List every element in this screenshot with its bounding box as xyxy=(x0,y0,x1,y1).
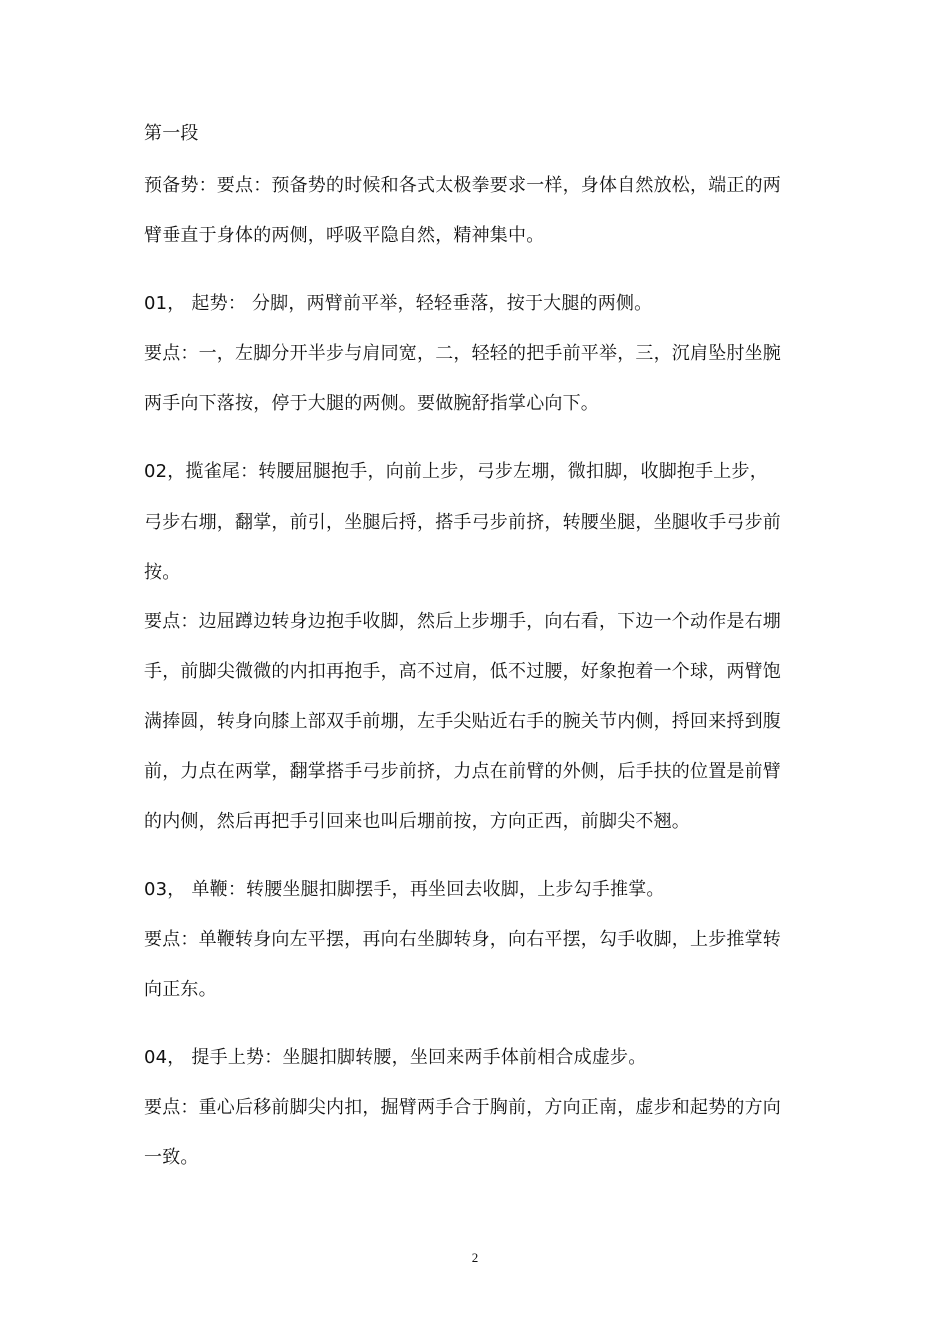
text-line: 要点：边屈蹲边转身边抱手收脚，然后上步堋手，向右看，下边一个动作是右堋 xyxy=(144,611,781,632)
text-line: 臂垂直于身体的两侧，呼吸平隐自然，精神集中。 xyxy=(144,225,545,246)
text-line: 向正东。 xyxy=(144,979,217,1000)
text-line: 的内侧，然后再把手引回来也叫后堋前按，方向正西，前脚尖不翘。 xyxy=(144,811,690,832)
text-line: 要点：重心后移前脚尖内扣，掘臂两手合于胸前，方向正南，虚步和起势的方向 xyxy=(144,1097,781,1118)
text-line: 02，揽雀尾：转腰屈腿抱手，向前上步，弓步左堋，微扣脚，收脚抱手上步， xyxy=(144,461,768,482)
text-line: 01， 起势： 分脚，两臂前平举，轻轻垂落，按于大腿的两侧。 xyxy=(144,293,653,314)
text-line: 满捧圆，转身向膝上部双手前堋，左手尖贴近右手的腕关节内侧，捋回来捋到腹 xyxy=(144,711,781,732)
text-line: 要点：一，左脚分开半步与肩同宽，二，轻轻的把手前平举，三，沉肩坠肘坐腕 xyxy=(144,343,781,364)
text-line: 前，力点在两掌，翻掌搭手弓步前挤，力点在前臂的外侧，后手扶的位置是前臂 xyxy=(144,761,781,782)
text-line: 手，前脚尖微微的内扣再抱手，高不过肩，低不过腰，好象抱着一个球，两臂饱 xyxy=(144,661,781,682)
section-heading: 第一段 xyxy=(144,123,199,144)
text-line: 按。 xyxy=(144,562,181,583)
text-line: 03， 单鞭：转腰坐腿扣脚摆手，再坐回去收脚，上步勾手推掌。 xyxy=(144,879,665,900)
text-line: 弓步右堋，翻掌，前引，坐腿后捋，搭手弓步前挤，转腰坐腿，坐腿收手弓步前 xyxy=(144,512,781,533)
text-line: 两手向下落按，停于大腿的两侧。要做腕舒指掌心向下。 xyxy=(144,393,599,414)
text-line: 一致。 xyxy=(144,1147,199,1168)
text-line: 要点：单鞭转身向左平摆，再向右坐脚转身，向右平摆，勾手收脚，上步推掌转 xyxy=(144,929,781,950)
text-line: 04， 提手上势：坐腿扣脚转腰，坐回来两手体前相合成虚步。 xyxy=(144,1047,647,1068)
page-number: 2 xyxy=(471,1250,479,1265)
text-line: 预备势：要点：预备势的时候和各式太极拳要求一样，身体自然放松，端正的两 xyxy=(144,175,781,196)
